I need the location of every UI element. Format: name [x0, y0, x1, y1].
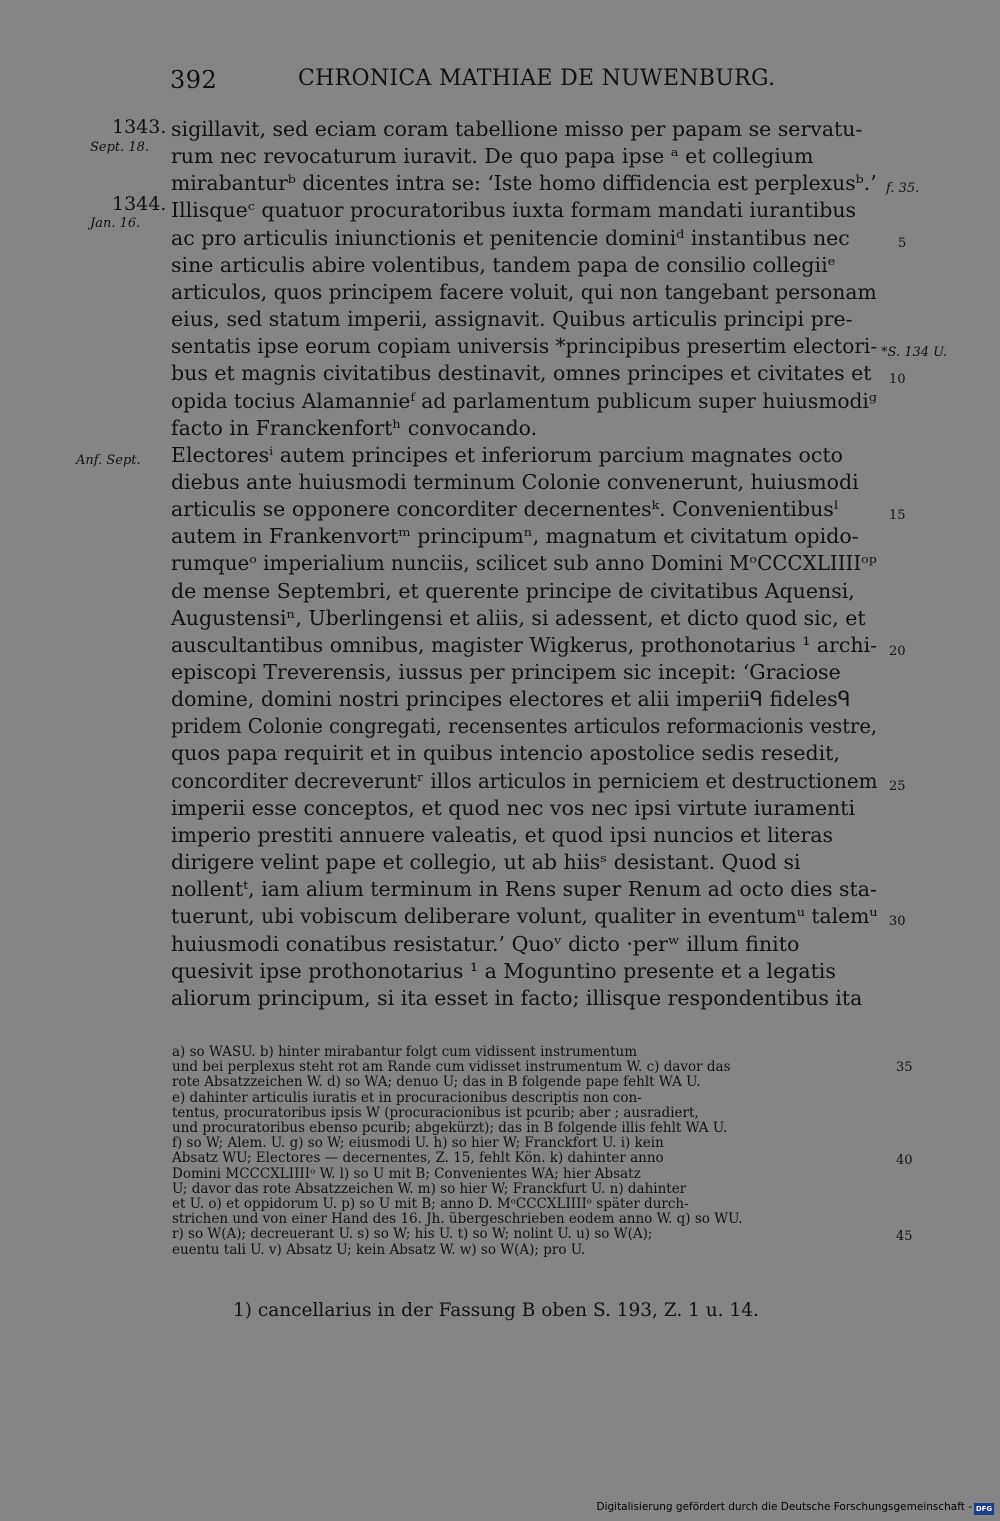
text-line: concorditer decreveruntʳ illos articulos in perniciem et destructionem — [171, 768, 878, 793]
line-number-45: 45 — [896, 1229, 913, 1244]
margin-date-jan16: Jan. 16. — [90, 216, 141, 231]
dfg-logo: DFG — [975, 1505, 993, 1513]
text-line: nollentᵗ, iam alium terminum in Rens super Renum ad octo dies sta- — [171, 877, 877, 902]
text-line: quos papa requirit et in quibus intencio apostolice sedis resedit, — [171, 741, 840, 766]
margin-year-1343: 1343. — [112, 116, 167, 138]
footnote-line: U; davor das rote Absatzzeichen W. m) so hier W; Franckfurt U. n) dahinter — [172, 1180, 687, 1197]
margin-folio-35: f. 35. — [886, 181, 920, 196]
line-number-25: 25 — [889, 779, 906, 794]
text-line: articulis se opponere concorditer decernentesᵏ. Convenientibusˡ — [171, 497, 839, 522]
footnote-line: e) dahinter articulis iuratis et in procuracionibus descriptis non con- — [172, 1089, 642, 1106]
margin-year-1344: 1344. — [112, 193, 167, 215]
text-line: autem in Frankenvortᵐ principumⁿ, magnatum et civitatum opido- — [171, 524, 859, 549]
text-line: huiusmodi conatibus resistatur.’ Quoᵛ dicto ·perʷ illum finito — [171, 931, 800, 956]
text-line: tuerunt, ubi vobiscum deliberare volunt, qualiter in eventumᵘ talemᵘ — [171, 904, 878, 929]
text-line: imperio prestiti annuere valeatis, et quod ipsi nuncios et literas — [171, 822, 834, 847]
footnote-line: et U. o) et oppidorum U. p) so U mit B; anno D. MᵒCCCXLIIIIᵒ später durch- — [172, 1196, 689, 1212]
text-line: opida tocius Alamannieᶠ ad parlamentum publicum super huiusmodiᵍ — [171, 388, 877, 413]
text-line: sigillavit, sed eciam coram tabellione misso per papam se servatu- — [171, 117, 863, 141]
footnote-line: und bei perplexus steht rot am Rande cum vidisset instrumentum W. c) davor das — [172, 1059, 731, 1076]
text-line: rum nec revocaturum iuravit. De quo papa ipse ᵃ et collegium — [171, 144, 814, 169]
footnote-line: euentu tali U. v) Absatz U; kein Absatz W. w) so W(A); pro U. — [172, 1241, 586, 1258]
text-line: bus et magnis civitatibus destinavit, omnes principes et civitates et — [171, 361, 872, 386]
line-number-40: 40 — [896, 1153, 913, 1168]
text-line: ac pro articulis iniunctionis et penitencie dominiᵈ instantibus nec — [171, 225, 850, 250]
line-number-5: 5 — [898, 236, 907, 251]
text-line: pridem Colonie congregati, recensentes articulos reformacionis vestre, — [171, 714, 878, 739]
margin-note-anf-sept: Anf. Sept. — [76, 453, 141, 468]
footnote-line: tentus, procuratoribus ipsis W (procuracionibus ist pcurib; aber ; ausradiert, — [172, 1104, 699, 1121]
text-line: aliorum principum, si ita esset in facto; illisque respondentibus ita — [171, 985, 863, 1010]
footnote-line: a) so WASU. b) hinter mirabantur folgt cum vidissent instrumentum — [172, 1044, 638, 1060]
text-line: sine articulis abire volentibus, tandem papa de consilio collegiiᵉ — [171, 252, 836, 277]
text-line: de mense Septembri, et querente principe de civitatibus Aquensi, — [171, 578, 855, 603]
text-line: domine, domini nostri principes electores et alii imperiiᑫ fidelesᑫ — [171, 687, 851, 712]
text-line: eius, sed statum imperii, assignavit. Quibus articulis principi pre- — [171, 307, 853, 332]
line-number-15: 15 — [889, 508, 906, 523]
text-line: sentatis ipse eorum copiam universis *principibus presertim electori- — [171, 334, 878, 359]
footnote-line: strichen und von einer Hand des 16. Jh. übergeschrieben eodem anno W. q) so WU. — [172, 1211, 743, 1228]
text-line: Illisqueᶜ quatuor procuratoribus iuxta formam mandati iurantibus — [171, 198, 857, 223]
text-line: Electoresⁱ autem principes et inferiorum parcium magnates octo — [171, 442, 843, 467]
line-number-30: 30 — [889, 914, 906, 929]
footnote-line: rote Absatzzeichen W. d) so WA; denuo U; das in B folgende pape fehlt WA U. — [172, 1074, 701, 1091]
text-line: diebus ante huiusmodi terminum Colonie convenerunt, huiusmodi — [171, 469, 859, 494]
text-line: rumqueᵒ imperialium nunciis, scilicet sub anno Domini MᵒCCCXLIIIIᵒᵖ — [171, 551, 877, 576]
text-line: mirabanturᵇ dicentes intra se: ‘Iste homo diffidencia est perplexusᵇ.’ — [171, 171, 877, 196]
text-line: imperii esse conceptos, et quod nec vos nec ipsi virtute iuramenti — [171, 795, 856, 820]
text-line: episcopi Treverensis, iussus per principem sic incepit: ‘Graciose — [171, 660, 841, 684]
text-line: quesivit ipse prothonotarius ¹ a Moguntino presente et a legatis — [171, 958, 836, 983]
footnote-1: 1) cancellarius in der Fassung B oben S. 193, Z. 1 u. 14. — [233, 1300, 759, 1321]
margin-date-sept18: Sept. 18. — [90, 140, 150, 155]
text-line: articulos, quos principem facere voluit, qui non tangebant personam — [171, 279, 877, 304]
margin-page-ref: *S. 134 U. — [881, 345, 948, 360]
line-number-20: 20 — [889, 644, 906, 659]
footnote-line: Absatz WU; Electores — decernentes, Z. 15, fehlt Kön. k) dahinter anno — [172, 1150, 664, 1167]
footnote-line: Domini MCCCXLIIIIᵒ W. l) so U mit B; Convenientes WA; hier Absatz — [172, 1165, 641, 1182]
page-number: 392 — [170, 66, 218, 94]
line-number-35-footnotes: 35 — [896, 1060, 913, 1075]
footnote-line: und procuratoribus ebenso pcurib; abgekürzt); das in B folgende illis fehlt WA U. — [172, 1120, 728, 1136]
footnote-line: f) so W; Alem. U. g) so W; eiusmodi U. h) so hier W; Franckfort U. i) kein — [172, 1135, 664, 1152]
running-title: CHRONICA MATHIAE DE NUWENBURG. — [298, 66, 776, 91]
dfg-credit: Digitalisierung gefördert durch die Deutsche Forschungsgemeinschaft - — [596, 1501, 972, 1513]
text-line: Augustensiⁿ, Uberlingensi et aliis, si adessent, et dicto quod sic, et — [171, 605, 866, 630]
text-line: dirigere velint pape et collegio, ut ab hiisˢ desistant. Quod si — [171, 850, 801, 875]
line-number-10: 10 — [889, 372, 906, 387]
footnote-line: r) so W(A); decreuerant U. s) so W; his U. t) so W; nolint U. u) so W(A); — [172, 1226, 653, 1243]
text-line: facto in Franckenfortʰ convocando. — [171, 415, 538, 440]
text-line: auscultantibus omnibus, magister Wigkerus, prothonotarius ¹ archi- — [171, 632, 878, 657]
